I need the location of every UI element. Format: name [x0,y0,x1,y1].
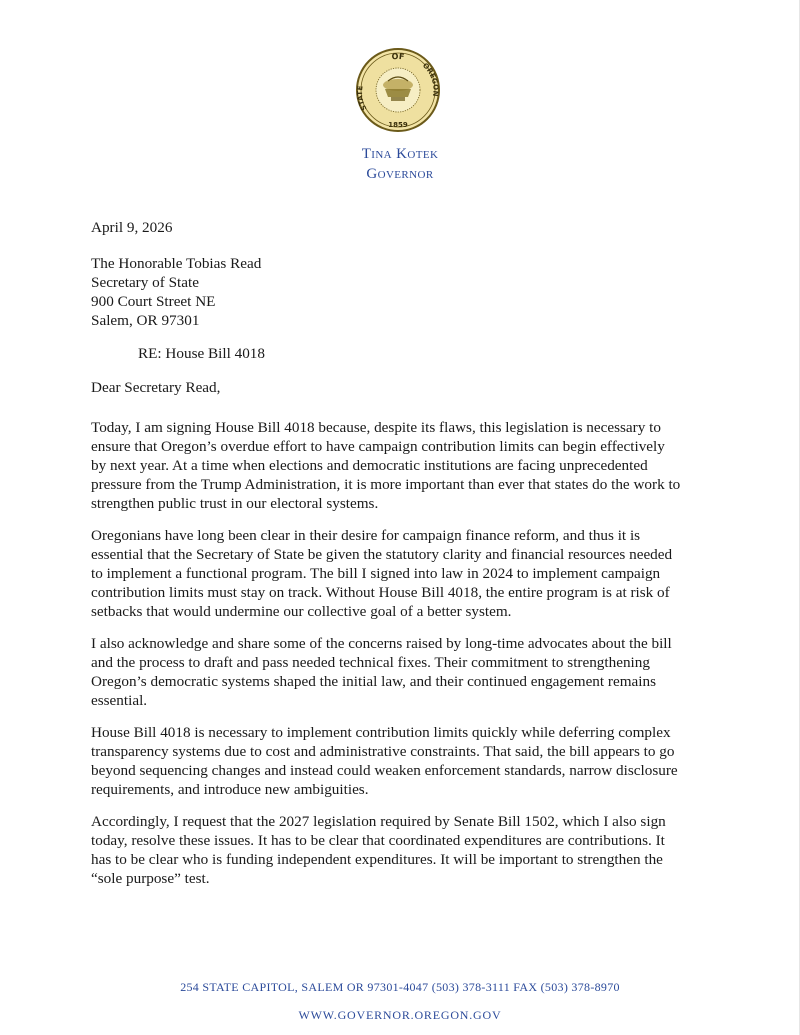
paragraph-line: today, resolve these issues. It has to be clear that coordinated expenditures are contributions. It [91,832,665,849]
recipient-line: Salem, OR 97301 [91,312,200,329]
svg-text:OF [391,52,405,62]
recipient-address [91,254,711,330]
paragraph-line: House Bill 4018 is necessary to implement contribution limits quickly while deferring complex [91,724,671,741]
body-paragraph-5 [91,812,711,888]
footer-website: WWW.GOVERNOR.OREGON.GOV [298,1008,502,1022]
paragraph-line: Oregon’s democratic systems shaped the initial law, and their continued engagement remains [91,673,656,690]
oregon-state-seal [355,45,441,135]
body-paragraph-3 [91,634,711,710]
paragraph-line: requirements, and introduce new ambiguities. [91,781,369,798]
seal-top-text: OF [391,51,405,62]
letter-date: April 9, 2026 [91,219,173,236]
governor-name: Tina Kotek [361,146,439,162]
paragraph-line: Accordingly, I request that the 2027 legislation required by Senate Bill 1502, which I also sign [91,813,666,830]
body-paragraph-1 [91,418,711,513]
paragraph-line: to implement a functional program. The bill I signed into law in 2024 to implement campaign [91,565,661,582]
recipient-line: The Honorable Tobias Read [91,255,262,272]
paragraph-line: transparency systems due to cost and administrative constraints. That said, the bill appears to go [91,743,675,760]
paragraph-line: essential that the Secretary of State be given the statutory clarity and financial resources needed [91,546,673,563]
paragraph-line: ensure that Oregon’s overdue effort to have campaign contribution limits can begin effectively [91,438,665,455]
paragraph-line: I also acknowledge and share some of the concerns raised by long-time advocates about the bill [91,635,672,652]
seal-left-text: STATE [356,85,369,112]
recipient-line: 900 Court Street NE [91,293,216,310]
body-paragraph-2 [91,526,711,621]
paragraph-line: Oregonians have long been clear in their desire for campaign finance reform, and thus it is [91,527,641,544]
paragraph-line: beyond sequencing changes and instead could weaken enforcement standards, narrow disclosure [91,762,678,779]
paragraph-line: strengthen public trust in our electoral systems. [91,495,379,512]
paragraph-line: pressure from the Trump Administration, it is more important than ever that states do the work to [91,476,681,493]
paragraph-line: contribution limits must stay on track. Without House Bill 4018, the entire program is at risk of [91,584,670,601]
paragraph-line: by next year. At a time when elections and democratic institutions are facing unprecedented [91,457,648,474]
body-paragraph-4 [91,723,711,799]
paragraph-line: setbacks that would undermine our collective goal of a better system. [91,603,512,620]
re-line: RE: House Bill 4018 [138,345,265,362]
recipient-line: Secretary of State [91,274,199,291]
paragraph-line: has to be clear who is funding independent expenditures. It will be important to strengthen the [91,851,663,868]
paragraph-line: essential. [91,692,148,709]
seal-year: 1859 [388,121,408,129]
governor-title: Governor [366,166,434,182]
paragraph-line: and the process to draft and pass needed technical fixes. Their commitment to strengthening [91,654,650,671]
seal-right-text: OREGON [420,61,440,97]
paragraph-line: Today, I am signing House Bill 4018 because, despite its flaws, this legislation is necessary to [91,419,661,436]
salutation: Dear Secretary Read, [91,379,221,396]
footer-address: 254 STATE CAPITOL, SALEM OR 97301-4047 (503) 378-3111 FAX (503) 378-8970 [180,980,620,994]
paragraph-line: “sole purpose” test. [91,870,210,887]
